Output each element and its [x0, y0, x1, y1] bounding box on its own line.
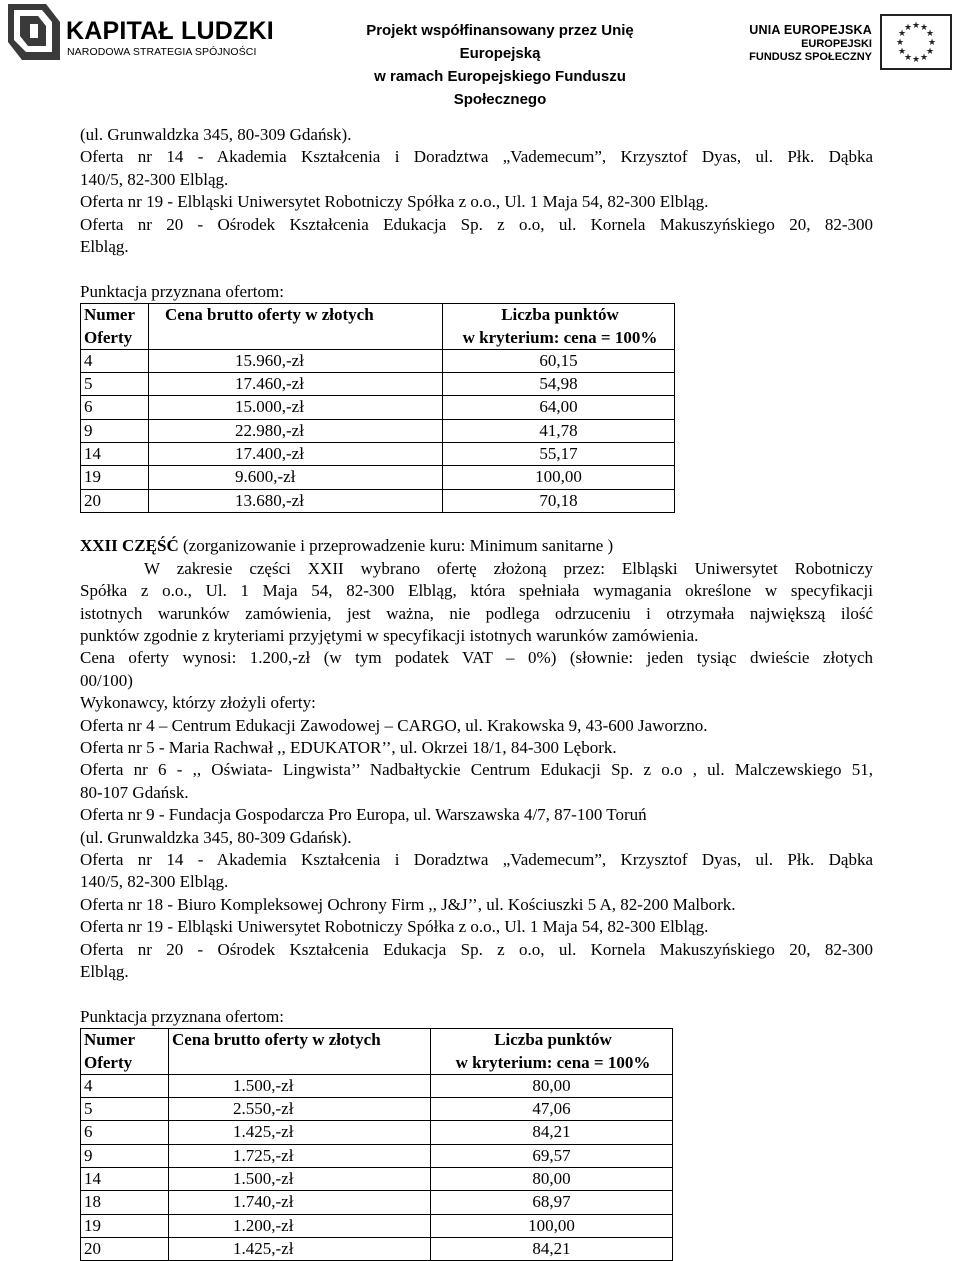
svg-text:★: ★ [925, 47, 935, 57]
text-line: Spółka z o.o., Ul. 1 Maja 54, 82-300 Elbląg, która spełniała wymagania określone w specyfikacji [80, 581, 873, 601]
cell-number: 4 [81, 349, 149, 372]
cell-number: 9 [81, 1144, 169, 1167]
kapital-ludzki-logo-icon [6, 2, 62, 62]
cell-number: 9 [81, 419, 149, 442]
cell-number: 20 [81, 489, 149, 512]
cell-price: 1.425,-zł [169, 1121, 431, 1144]
table-row [81, 489, 675, 512]
svg-text:★: ★ [919, 23, 929, 33]
cell-points: 100,00 [443, 466, 675, 489]
table-header-row [81, 304, 675, 350]
text-line: W zakresie części XXII wybrano ofertę złożoną przez: Elbląski Uniwersytet Robotniczy [144, 558, 873, 578]
table-row [81, 1237, 673, 1260]
project-line-1: Projekt współfinansowany przez Unię Europejską [366, 22, 634, 62]
eu-line-3: FUNDUSZ SPOŁECZNY [749, 51, 872, 63]
header-price: Cena brutto oferty w złotych [169, 1029, 431, 1075]
cell-points: 54,98 [443, 373, 675, 396]
section-heading-rest: (zorganizowanie i przeprowadzenie kuru: Minimum sanitarne ) [178, 536, 614, 556]
cell-points: 47,06 [431, 1098, 673, 1121]
header-number: Numer Oferty [81, 304, 149, 350]
text-line: (ul. Grunwaldzka 345, 80-309 Gdańsk). [80, 125, 352, 144]
points-table-1 [80, 303, 675, 513]
eu-line-2: EUROPEJSKI [801, 37, 872, 50]
project-line-2: w ramach Europejskiego Funduszu Społecznego [374, 68, 626, 108]
cell-points: 60,15 [443, 349, 675, 372]
header-number: Numer Oferty [81, 1029, 169, 1075]
table-row [81, 1214, 673, 1237]
text-line: Oferta nr 18 - Biuro Kompleksowej Ochrony Firm ,, J&J’’, ul. Kościuszki 5 A, 82-200 Malbork. [80, 894, 736, 914]
text-line: Oferta nr 14 - Akademia Kształcenia i Doradztwa „Vademecum”, Krzysztof Dyas, ul. Płk. Dąbka [80, 849, 873, 869]
cell-points: 64,00 [443, 396, 675, 419]
text-line: punktów zgodnie z kryteriami przyjętymi w specyfikacji istotnych warunków zamówienia. [80, 625, 699, 645]
header-points: Liczba punktów w kryterium: cena = 100% [443, 304, 675, 350]
table-row [81, 349, 675, 372]
table-row [81, 419, 675, 442]
table-row [81, 1168, 673, 1191]
cell-price: 17.460,-zł [149, 373, 443, 396]
cell-points: 80,00 [431, 1168, 673, 1191]
cell-points: 80,00 [431, 1074, 673, 1097]
text-line: Oferta nr 4 – Centrum Edukacji Zawodowej – CARGO, ul. Krakowska 9, 43-600 Jaworzno. [80, 715, 708, 735]
svg-text:★: ★ [919, 53, 929, 63]
cell-number: 20 [81, 1237, 169, 1260]
svg-text:★: ★ [911, 21, 921, 31]
text-line: Oferta nr 20 - Ośrodek Kształcenia Edukacja Sp. z o.o, ul. Kornela Makuszyńskiego 20, 82-300 [80, 214, 873, 234]
cell-price: 1.500,-zł [169, 1074, 431, 1097]
text-line: 80-107 Gdańsk. [80, 782, 189, 802]
cell-number: 6 [81, 1121, 169, 1144]
svg-text:★: ★ [925, 29, 935, 39]
text-line: Oferta nr 9 - Fundacja Gospodarcza Pro Europa, ul. Warszawska 4/7, 87-100 Toruń [80, 805, 647, 825]
cell-number: 14 [81, 443, 149, 466]
svg-text:★: ★ [897, 29, 907, 39]
table1-caption: Punktacja przyznana ofertom: [80, 281, 284, 301]
text-line: (ul. Grunwaldzka 345, 80-309 Gdańsk). [80, 827, 352, 847]
cell-number: 5 [81, 1098, 169, 1121]
cell-points: 41,78 [443, 419, 675, 442]
text-line: Cena oferty wynosi: 1.200,-zł (w tym podatek VAT – 0%) (słownie: jeden tysiąc dwieście złotych [80, 648, 873, 668]
cell-price: 1.200,-zł [169, 1214, 431, 1237]
table-row [81, 466, 675, 489]
logo-title: KAPITAŁ LUDZKI [66, 17, 274, 45]
text-line: 00/100) [80, 670, 133, 690]
cell-price: 9.600,-zł [149, 466, 443, 489]
cell-price: 22.980,-zł [149, 419, 443, 442]
text-line: Oferta nr 19 - Elbląski Uniwersytet Robotniczy Spółka z o.o., Ul. 1 Maja 54, 82-300 Elbląg. [80, 917, 709, 937]
points-table-2 [80, 1028, 673, 1261]
logo-subtitle: NARODOWA STRATEGIA SPÓJNOŚCI [67, 46, 257, 58]
cell-price: 2.550,-zł [169, 1098, 431, 1121]
text-line: Wykonawcy, którzy złożyli oferty: [80, 693, 316, 713]
text-line: istotnych warunków zamówienia, jest ważna, nie podlega odrzuceniu i otrzymała największą ilość [80, 603, 873, 623]
cell-points: 70,18 [443, 489, 675, 512]
cell-price: 1.740,-zł [169, 1191, 431, 1214]
cell-number: 6 [81, 396, 149, 419]
svg-text:★: ★ [895, 38, 905, 48]
eu-flag-icon [880, 14, 952, 70]
cell-points: 55,17 [443, 443, 675, 466]
table2-caption: Punktacja przyznana ofertom: [80, 1006, 284, 1026]
text-line: Oferta nr 20 - Ośrodek Kształcenia Edukacja Sp. z o.o, ul. Kornela Makuszyńskiego 20, 82-300 [80, 939, 873, 959]
cell-points: 100,00 [431, 1214, 673, 1237]
section-heading-bold: XXII CZĘŚĆ [80, 536, 179, 556]
cell-price: 1.725,-zł [169, 1144, 431, 1167]
svg-text:★: ★ [911, 55, 921, 65]
header-price: Cena brutto oferty w złotych [149, 304, 443, 350]
cell-points: 84,21 [431, 1121, 673, 1144]
eu-fund-label [740, 24, 872, 65]
svg-text:★: ★ [927, 38, 937, 48]
project-note [330, 19, 670, 111]
text-line: 140/5, 82-300 Elbląg. [80, 169, 229, 189]
cell-price: 1.425,-zł [169, 1237, 431, 1260]
table-row [81, 373, 675, 396]
text-line: Oferta nr 14 - Akademia Kształcenia i Doradztwa „Vademecum”, Krzysztof Dyas, ul. Płk. Dąbka [80, 147, 873, 167]
svg-text:★: ★ [903, 53, 913, 63]
text-line: Oferta nr 19 - Elbląski Uniwersytet Robotniczy Spółka z o.o., Ul. 1 Maja 54, 82-300 Elbląg. [80, 192, 709, 212]
cell-points: 84,21 [431, 1237, 673, 1260]
svg-text:★: ★ [903, 23, 913, 33]
cell-points: 68,97 [431, 1191, 673, 1214]
cell-points: 69,57 [431, 1144, 673, 1167]
table-header-row [81, 1029, 673, 1075]
cell-price: 17.400,-zł [149, 443, 443, 466]
text-line: Oferta nr 5 - Maria Rachwał ,, EDUKATOR’’, ul. Okrzei 18/1, 84-300 Lębork. [80, 737, 617, 757]
document-body [80, 124, 873, 1261]
page-header [0, 0, 960, 108]
cell-number: 14 [81, 1168, 169, 1191]
cell-price: 1.500,-zł [169, 1168, 431, 1191]
cell-number: 5 [81, 373, 149, 396]
cell-price: 15.960,-zł [149, 349, 443, 372]
cell-number: 4 [81, 1074, 169, 1097]
cell-number: 19 [81, 466, 149, 489]
table-row [81, 1121, 673, 1144]
svg-text:★: ★ [897, 47, 907, 57]
table-row [81, 396, 675, 419]
eu-line-1: UNIA EUROPEJSKA [749, 23, 872, 37]
table-row [81, 443, 675, 466]
header-points: Liczba punktów w kryterium: cena = 100% [431, 1029, 673, 1075]
cell-price: 15.000,-zł [149, 396, 443, 419]
table-row [81, 1191, 673, 1214]
cell-price: 13.680,-zł [149, 489, 443, 512]
text-line: Oferta nr 6 - ,, Oświata- Lingwista’’ Nadbałtyckie Centrum Edukacji Sp. z o.o , ul. Malczewskiego 51, [80, 760, 873, 780]
text-line: 140/5, 82-300 Elbląg. [80, 872, 229, 892]
text-line: Elbląg. [80, 237, 129, 257]
table-row [81, 1074, 673, 1097]
cell-number: 19 [81, 1214, 169, 1237]
table-row [81, 1144, 673, 1167]
text-line: Elbląg. [80, 962, 129, 982]
cell-number: 18 [81, 1191, 169, 1214]
section-heading [80, 535, 873, 557]
table-row [81, 1098, 673, 1121]
